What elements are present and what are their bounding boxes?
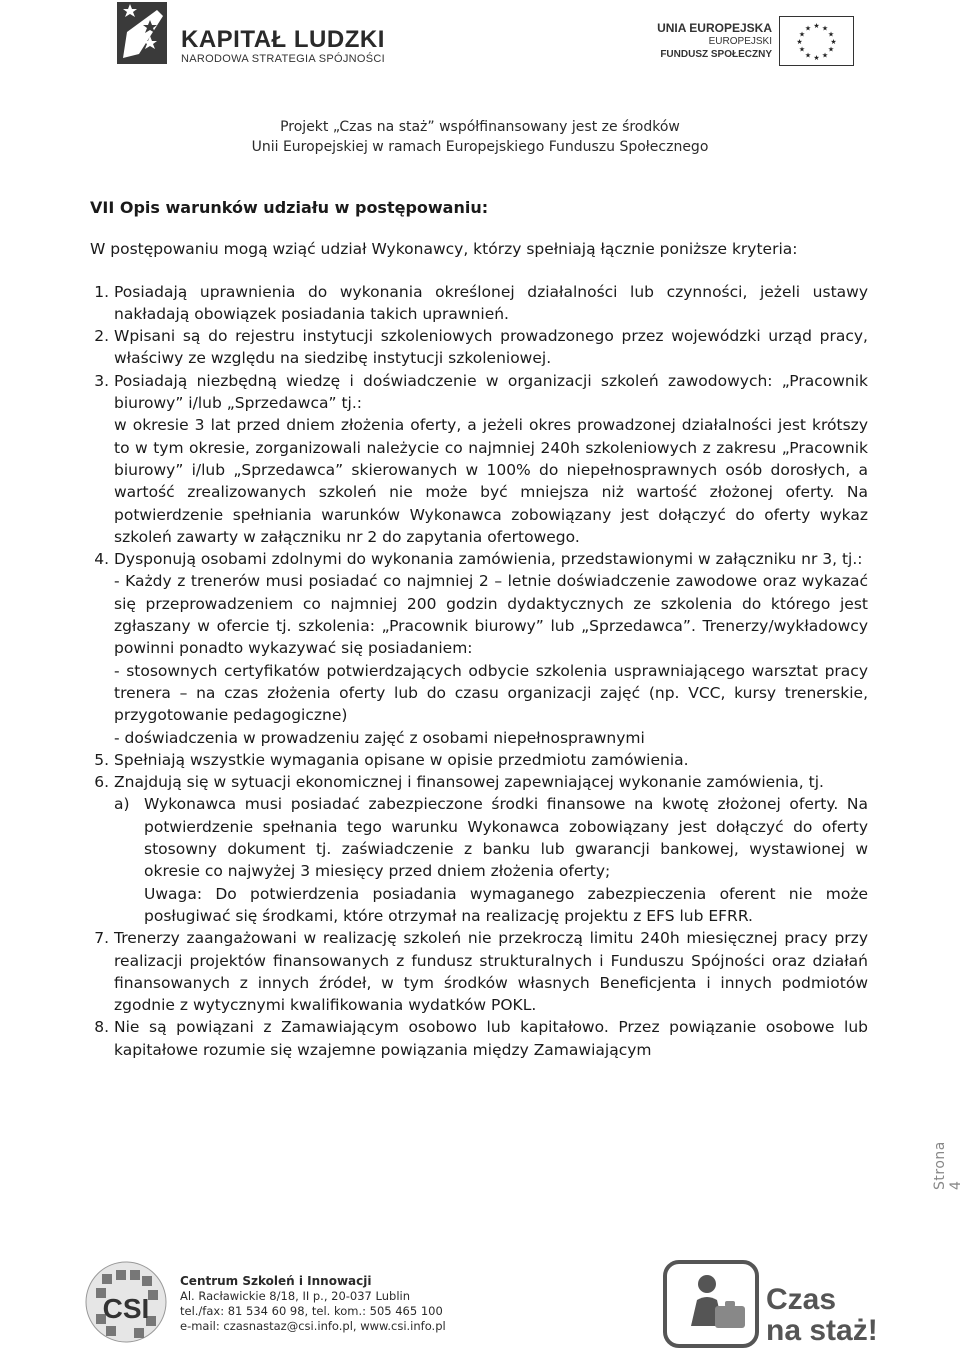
criteria-list [90, 281, 868, 1061]
criterion-5 [114, 749, 868, 771]
czas-line-2: na staż! [766, 1314, 878, 1347]
section-heading: VII Opis warunków udziału w postępowaniu: [90, 198, 489, 217]
criterion-6a [114, 793, 868, 927]
criterion-4-text: 4. Dysponują osobami zdolnymi do wykonania zamówienia, przedstawionymi w załączniku nr 3, tj.: [114, 550, 863, 569]
criterion-5-text: Spełniają wszystkie wymagania opisane w opisie przedmiotu zamówienia. [114, 750, 689, 769]
criterion-4-experience: - doświadczenia w prowadzeniu zajęć z osobami niepełnosprawnymi [114, 728, 645, 747]
page-number: Strona 4 [932, 1141, 964, 1190]
criterion-1 [114, 281, 868, 326]
kapital-ludzki-logo-icon [117, 2, 167, 64]
czas-line-1: Czas [766, 1283, 837, 1316]
footer-phones: tel./fax: 81 534 60 98, tel. kom.: 505 465 100 [180, 1304, 443, 1318]
criterion-8-text: Nie są powiązani z Zamawiającym osobowo lub kapitałowo. Przez powiązanie osobowe lub kapitałowe rozumie się wzajemne powiązania między Zamawiającym [114, 1018, 868, 1059]
svg-text:★: ★ [813, 22, 820, 30]
criterion-1-text: Posiadają uprawnienia do wykonania określonej działalności lub czynności, jeżeli ustawy nakładają obowiązek posiadania takich uprawnień. [114, 282, 868, 323]
footer-org-name: Centrum Szkoleń i Innowacji [180, 1274, 372, 1288]
svg-text:★: ★ [798, 45, 806, 54]
criterion-6 [114, 771, 868, 927]
svg-text:★: ★ [821, 24, 829, 33]
criterion-4-trainers: - Każdy z trenerów musi posiadać co najmniej 2 – letnie doświadczenie zawodowe oraz wykazać się przeprowadzeniem co najmniej 200 godzin dydaktycznych ze szkolenia do którego jest zgłaszany w ofercie tj. szkolenia: „Pracownik biurowy” lub „Sprzedawca”. Trenerzy/wykładowcy powinni ponadto wykazywać się posiadaniem: [114, 572, 868, 658]
svg-text:★: ★ [804, 51, 812, 60]
svg-text:★: ★ [827, 45, 835, 54]
criterion-3-detail: w okresie 3 lat przed dniem złożenia oferty, a jeżeli okres prowadzonej działalności jest krótszy to w tym okresie, zorganizowali należycie co najmniej 240h szkoleniowych z zakresu „Pracownik biurowy” i/lub „Sprzedawca” skierowanych w 100% do niepełnosprawnych osób dorosłych, a wartość zrealizowanych szkoleń nie może być mniejsza niż wartość złożonej oferty. Na potwierdzenie spełniania warunków Wykonawca zobowiązany jest dołączyć do oferty wykaz szkoleń zawarty w załączniku nr 2 do zapytania ofertowego. [114, 416, 868, 546]
project-line-2: Unii Europejskiej w ramach Europejskiego Funduszu Społecznego [251, 139, 709, 155]
criterion-3-text: 3. Posiadają niezbędną wiedzę i doświadczenie w organizacji szkoleń zawodowych: „Pracownik biurowy” i/lub „Sprzedawca” tj.: [114, 371, 868, 413]
footer-contact [180, 1274, 446, 1334]
criterion-4-certificates: - stosownych certyfikatów potwierdzających odbycie szkolenia usprawniającego warsztat pracy trenera – na czas złożenia oferty lub do czasu organizacji zajęć (np. VCC, kursy trenerskie, przygotowanie pedagogiczne) [114, 661, 868, 725]
footer-address: Al. Racławickie 8/18, II p., 20-037 Lublin [180, 1289, 411, 1303]
criterion-6a-note: Uwaga: Do potwierdzenia posiadania wymaganego zabezpieczenia oferent nie może posługiwać się środkami, które otrzymał na realizację projektu z EFS lub EFRR. [144, 884, 868, 925]
section-intro: W postępowaniu mogą wziąć udział Wykonawcy, którzy spełniają łącznie poniższe kryteria: [90, 240, 798, 259]
criterion-2 [114, 325, 868, 370]
eu-flag-icon [779, 16, 854, 66]
eu-line-2: EUROPEJSKI [708, 36, 772, 47]
footer-email-www: e-mail: czasnastaz@csi.info.pl, www.csi.info.pl [180, 1319, 446, 1333]
criterion-3 [114, 370, 868, 548]
eu-fund-label [657, 22, 772, 61]
svg-text:★: ★ [796, 38, 803, 46]
csi-logo-text: CSI [102, 1293, 150, 1324]
program-subtitle: NARODOWA STRATEGIA SPÓJNOŚCI [181, 53, 385, 65]
criterion-7-text: Trenerzy zaangażowani w realizację szkoleń nie przekroczą limitu 240h miesięcznej pracy przy realizacji projektów finansowanych z fundusz strukturalnych i Funduszu Spójności oraz działań finansowanych z innych źródeł, w tym środków własnych Beneficjenta i innych podmiotów zgodnie z wytycznymi kwalifikowania wydatków POKL. [114, 929, 868, 1015]
svg-text:★: ★ [827, 30, 835, 39]
svg-text:★: ★ [804, 24, 812, 33]
criterion-4 [114, 548, 868, 749]
criterion-8 [114, 1016, 868, 1061]
criterion-6-sublist [114, 793, 868, 927]
criterion-6a-marker: a) [114, 795, 130, 814]
svg-text:★: ★ [798, 30, 806, 39]
criterion-2-text: Wpisani są do rejestru instytucji szkoleniowych prowadzonego przez wojewódzki urząd pracy, właściwy ze względu na siedzibę instytucji szkoleniowej. [114, 327, 868, 368]
criterion-7 [114, 927, 868, 1016]
criterion-6a-text: Wykonawca musi posiadać zabezpieczone środki finansowe na kwotę złożonej oferty. Na potwierdzenie spełnania tego warunku Wykonawca zobowiązany jest dołączyć do oferty stosowny dokument tj. zaświadczenie z banku lub gwarancji bankowej, wystawionej w okresie co najwyżej 3 miesięcy przed dniem złożenia oferty; [144, 795, 868, 881]
svg-text:★: ★ [821, 51, 829, 60]
criterion-6-text: 6. Znajdują się w sytuacji ekonomicznej i finansowej zapewniającej wykonanie zamówienia, tj. [114, 773, 824, 792]
project-line-1: Projekt „Czas na staż” współfinansowany jest ze środków [280, 119, 680, 135]
csi-globe-logo-icon [80, 1256, 172, 1348]
main-content [90, 197, 868, 1061]
eu-line-1: UNIA EUROPEJSKA [657, 21, 772, 35]
program-title: KAPITAŁ LUDZKI [181, 26, 385, 53]
svg-text:★: ★ [830, 38, 837, 46]
svg-text:★: ★ [813, 54, 820, 62]
czas-logo-text [766, 1284, 878, 1346]
eu-line-3: FUNDUSZ SPOŁECZNY [660, 49, 772, 60]
